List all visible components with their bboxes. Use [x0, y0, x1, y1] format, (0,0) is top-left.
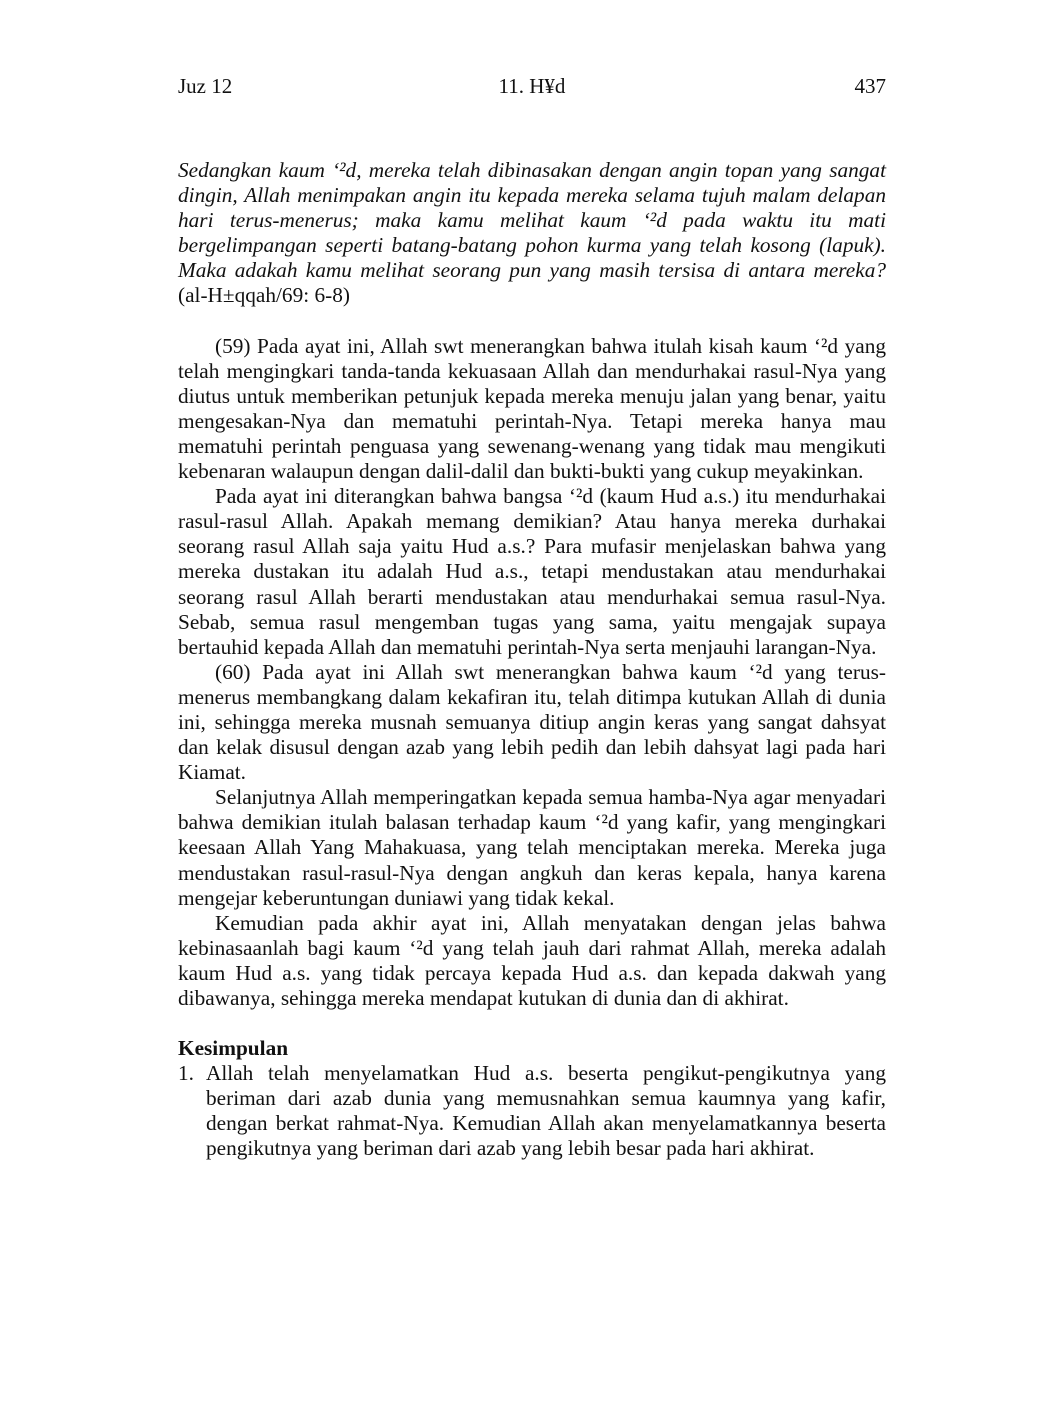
conclusion-list — [178, 1061, 886, 1161]
commentary-paragraph: Kemudian pada akhir ayat ini, Allah menyatakan dengan jelas bahwa kebinasaanlah bagi kaum ‘²d yang telah jauh dari rahmat Allah, mereka adalah kaum Hud a.s. yang tidak percaya kepada Hud a.s. dan kepada dakwah yang dibawanya, sehingga mereka mendapat kutukan di dunia dan di akhirat. — [178, 910, 886, 1010]
juz-label: Juz 12 — [178, 74, 233, 98]
commentary-paragraph-59: (59) Pada ayat ini, Allah swt menerangkan bahwa itulah kisah kaum ‘²d yang telah mengingkari tanda-tanda kekuasaan Allah dan mendurhakai rasul-Nya yang diutus untuk memberikan petunjuk kepada mereka menuju jalan yang benar, yaitu mengesakan-Nya dan mematuhi perintah-Nya. Tetapi mereka hanya mau mematuhi perintah penguasa yang sewenang-wenang yang tidak mau mengikuti kebenaran walaupun dengan dalil-dalil dan bukti-bukti yang cukup meyakinkan. — [178, 333, 886, 484]
verse-reference: (al-H±qqah/69: 6-8) — [178, 283, 350, 308]
commentary-paragraph-60: (60) Pada ayat ini Allah swt menerangkan bahwa kaum ‘²d yang terus-menerus membangkang dalam kekafiran itu, telah ditimpa kutukan Allah di dunia ini, sehingga mereka musnah semuanya ditiup angin keras yang sangat dahsyat dan kelak disusul dengan azab yang lebih pedih dan lebih dahsyat lagi pada hari Kiamat. — [178, 659, 886, 785]
commentary-paragraph: Pada ayat ini diterangkan bahwa bangsa ‘²d (kaum Hud a.s.) itu mendurhakai rasul-rasul Allah. Apakah memang demikian? Atau hanya mereka durhakai seorang rasul Allah saja yaitu Hud a.s.? Para mufasir menjelaskan bahwa yang mereka dustakan itu adalah Hud a.s., tetapi mendustakan atau mendurhakai seorang rasul Allah berarti mendustakan atau mendurhakai semua rasul-Nya. Sebab, semua rasul mengemban tugas yang sama, yaitu mengajak supaya bertauhid kepada Allah dan mematuhi perintah-Nya serta menjauhi larangan-Nya. — [178, 484, 886, 659]
verse-translation-text: Sedangkan kaum ‘²d, mereka telah dibinasakan dengan angin topan yang sangat dingin, Allah menimpakan angin itu kepada mereka selama tujuh malam delapan hari terus-menerus; maka kamu melihat kaum ‘²d pada waktu itu mati bergelimpangan seperti batang-batang pohon kurma yang telah kosong (lapuk). Maka adakah kamu melihat seorang pun yang masih tersisa di antara mereka? — [178, 158, 886, 283]
conclusion-item-text: Allah telah menyelamatkan Hud a.s. beserta pengikut-pengikutnya yang beriman dari azab dunia yang memusnahkan semua kaumnya yang kafir, dengan berkat rahmat-Nya. Kemudian Allah akan menyelamatkannya beserta pengikutnya yang beriman dari azab yang lebih besar pada hari akhirat. — [206, 1061, 886, 1161]
verse-translation — [178, 158, 886, 309]
conclusion-item-number: 1. — [178, 1061, 194, 1086]
page-header — [178, 74, 886, 104]
page-body — [178, 158, 886, 1162]
page-number: 437 — [854, 74, 886, 98]
surah-title: 11. H¥d — [498, 74, 566, 98]
conclusion-item — [178, 1061, 886, 1161]
conclusion-heading: Kesimpulan — [178, 1036, 289, 1061]
commentary-paragraph: Selanjutnya Allah memperingatkan kepada semua hamba-Nya agar menyadari bahwa demikian itulah balasan terhadap kaum ‘²d yang kafir, yang mengingkari keesaan Allah Yang Mahakuasa, yang telah menciptakan mereka. Mereka juga mendustakan rasul-rasul-Nya dengan angkuh dan keras kepala, hanya karena mengejar keberuntungan duniawi yang tidak kekal. — [178, 785, 886, 910]
